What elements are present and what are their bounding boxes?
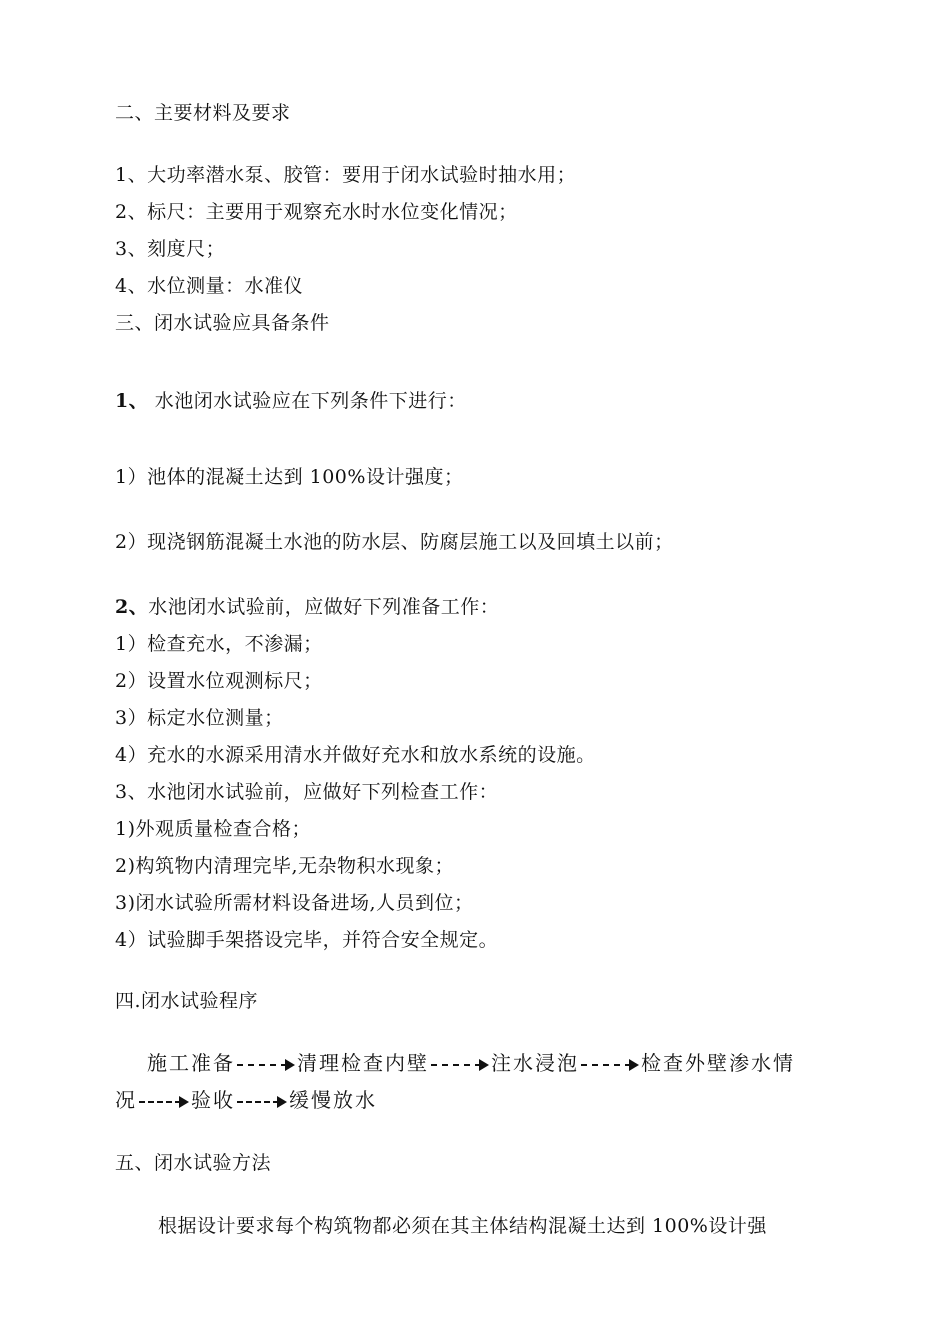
condition-2-text: 水池闭水试验前，应做好下列准备工作： xyxy=(148,596,500,618)
condition-3-item-1: 1)外观质量检查合格； xyxy=(115,818,312,840)
condition-2-item-3: 3）标定水位测量； xyxy=(115,707,284,729)
flow-step-fill-soak: 注水浸泡 xyxy=(491,1051,579,1075)
condition-3-item-4: 4）试验脚手架搭设完毕，并符合安全规定。 xyxy=(115,929,499,951)
flow-step-check-leak-cont: 况 xyxy=(115,1088,137,1112)
flow-step-prepare: 施工准备 xyxy=(147,1051,235,1075)
condition-3-item-3: 3)闭水试验所需材料设备进场,人员到位； xyxy=(115,892,474,914)
flow-step-clean-inspect: 清理检查内壁 xyxy=(297,1051,429,1075)
condition-1-heading xyxy=(115,388,467,414)
material-item-1: 1、大功率潜水泵、胶管：要用于闭水试验时抽水用； xyxy=(115,164,577,186)
condition-2-heading xyxy=(115,594,499,620)
section-heading-procedure: 四.闭水试验程序 xyxy=(115,990,259,1012)
method-paragraph: 根据设计要求每个构筑物都必须在其主体结构混凝土达到 100%设计强 xyxy=(158,1215,767,1237)
flow-arrow-icon xyxy=(237,1055,295,1075)
condition-1-text: 水池闭水试验应在下列条件下进行： xyxy=(148,390,467,412)
condition-1-item-2: 2）现浇钢筋混凝土水池的防水层、防腐层施工以及回填土以前； xyxy=(115,531,674,553)
procedure-flow-line-2 xyxy=(115,1087,837,1113)
condition-3-heading: 3、水池闭水试验前，应做好下列检查工作： xyxy=(115,781,499,803)
condition-2-item-2: 2）设置水位观测标尺； xyxy=(115,670,323,692)
flow-arrow-icon xyxy=(237,1092,287,1112)
condition-1-number: 1、 xyxy=(115,390,149,412)
flow-step-check-leak: 检查外壁渗水情 xyxy=(641,1051,795,1075)
section-heading-materials: 二、主要材料及要求 xyxy=(115,102,291,124)
flow-step-drain: 缓慢放水 xyxy=(289,1088,377,1112)
flow-step-accept: 验收 xyxy=(191,1088,235,1112)
flow-arrow-icon xyxy=(431,1055,489,1075)
condition-2-item-4: 4）充水的水源采用清水并做好充水和放水系统的设施。 xyxy=(115,744,596,766)
flow-arrow-icon xyxy=(139,1092,189,1112)
section-heading-conditions: 三、闭水试验应具备条件 xyxy=(115,312,330,334)
flow-arrow-icon xyxy=(581,1055,639,1075)
condition-1-item-1: 1）池体的混凝土达到 100%设计强度； xyxy=(115,466,464,488)
procedure-flow-line-1 xyxy=(115,1050,837,1076)
material-item-3: 3、刻度尺； xyxy=(115,238,226,260)
material-item-2: 2、标尺：主要用于观察充水时水位变化情况； xyxy=(115,201,518,223)
condition-2-number: 2、 xyxy=(115,596,149,618)
condition-2-item-1: 1）检查充水，不渗漏； xyxy=(115,633,323,655)
section-heading-method: 五、闭水试验方法 xyxy=(115,1152,272,1174)
material-item-4: 4、水位测量：水准仪 xyxy=(115,275,304,297)
condition-3-item-2: 2)构筑物内清理完毕,无杂物积水现象； xyxy=(115,855,455,877)
